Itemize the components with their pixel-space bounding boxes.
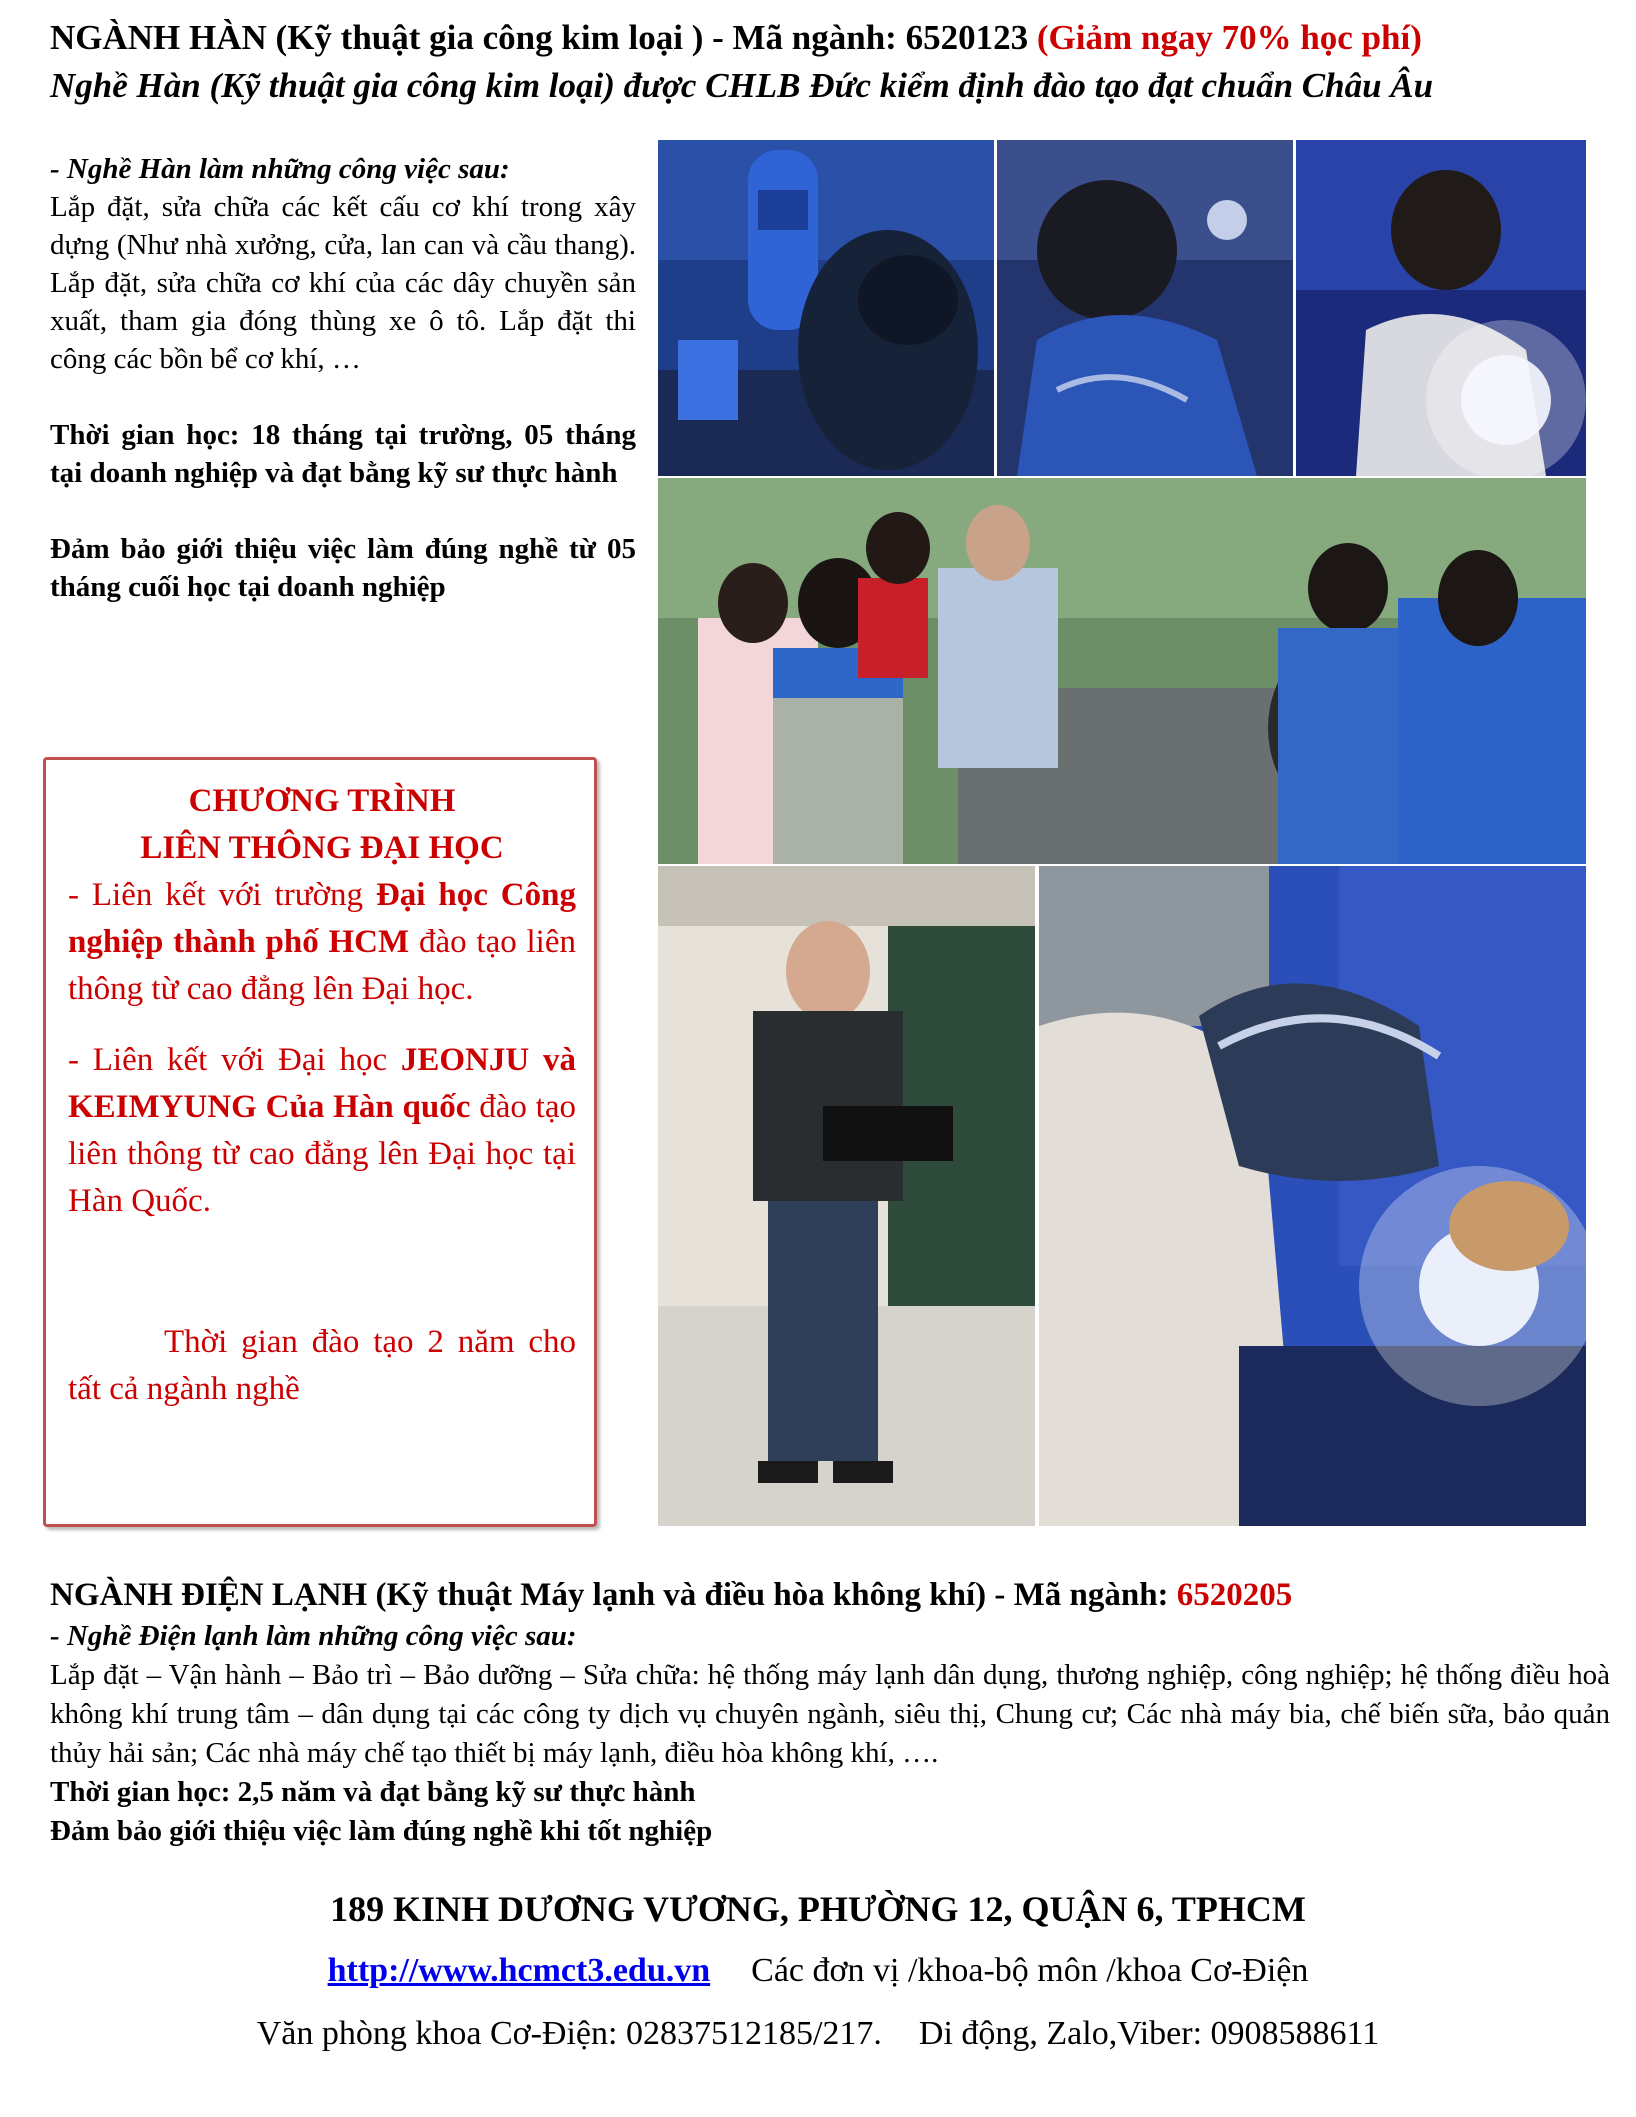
refrigeration-jobs-heading: - Nghề Điện lạnh làm những công việc sau:	[50, 1620, 577, 1652]
page-title	[50, 18, 1610, 58]
welder-co2-station-photo	[658, 140, 994, 476]
instructor-with-students-photo	[658, 478, 1586, 864]
program-title-line2: LIÊN THÔNG ĐẠI HỌC	[140, 830, 504, 866]
refrigeration-duration: Thời gian học: 2,5 năm và đạt bằng kỹ sư thực hành	[50, 1776, 696, 1808]
refrigeration-title-main: NGÀNH ĐIỆN LẠNH (Kỹ thuật Máy lạnh và điều hòa không khí) - Mã ngành:	[50, 1577, 1177, 1613]
refrigeration-guarantee: Đảm bảo giới thiệu việc làm đúng nghề khi tốt nghiệp	[50, 1815, 713, 1847]
program-item-1-suffix: đào tạo liên thông từ cao đẳng lên Đại học.	[68, 924, 577, 1007]
website-link[interactable]: http://www.hcmct3.edu.vn	[327, 1952, 711, 1989]
welding-jobs-text: Lắp đặt, sửa chữa các kết cấu cơ khí trong xây dựng (Như nhà xưởng, cửa, lan can và cầu thang). Lắp đặt, sửa chữa cơ khí của các dây chuyền sản xuất, tham gia đóng thùng xe ô tô. Lắp đặt thi công các bồn bể cơ khí, …	[50, 191, 636, 375]
office-phone: Văn phòng khoa Cơ-Điện: 02837512185/217.	[256, 2015, 882, 2052]
website-line	[0, 1952, 1636, 1990]
program-item-1-school: Đại học Công nghiệp thành phố HCM	[68, 877, 576, 960]
contact-line	[0, 2015, 1636, 2053]
discount-label: (Giảm ngay 70% học phí)	[1036, 18, 1422, 57]
welding-jobs-heading: - Nghề Hàn làm những công việc sau:	[50, 153, 510, 185]
school-address: 189 KINH DƯƠNG VƯƠNG, PHƯỜNG 12, QUẬN 6, TPHCM	[330, 1889, 1306, 1929]
welding-guarantee: Đảm bảo giới thiệu việc làm đúng nghề từ 05 tháng cuối học tại doanh nghiệp	[50, 533, 636, 603]
refrigeration-title	[50, 1573, 1610, 1617]
refrigeration-jobs-text: Lắp đặt – Vận hành – Bảo trì – Bảo dưỡng – Sửa chữa: hệ thống máy lạnh dân dụng, thương nghiệp, công nghiệp; hệ thống điều hoà không khí trung tâm – dân dụng tại các công ty dịch vụ chuyên ngành, siêu thị, Chung cư; Các nhà máy bia, chế biến sữa, bảo quản thủy hải sản; Các nhà máy chế tạo thiết bị máy lạnh, điều hòa không khí, ….	[50, 1659, 1610, 1769]
program-duration-note: Thời gian đào tạo 2 năm cho tất cả ngành nghề	[68, 1324, 576, 1407]
program-item-2-suffix: đào tạo liên thông từ cao đẳng lên Đại học tại Hàn Quốc.	[68, 1089, 576, 1219]
department-label: Các đơn vị /khoa-bộ môn /khoa Cơ-Điện	[751, 1952, 1309, 1989]
mobile-phone: Di động, Zalo,Viber: 0908588611	[918, 2015, 1380, 2052]
welding-sparks-photo	[1296, 140, 1586, 476]
welder-with-mask-photo	[1039, 866, 1586, 1526]
refrigeration-section	[50, 1573, 1610, 1851]
program-item-2	[68, 1037, 576, 1225]
program-item-2-school: JEONJU và KEIMYUNG Của Hàn quốc	[68, 1042, 576, 1125]
program-item-2-prefix: - Liên kết với Đại học	[68, 1042, 401, 1078]
welding-description	[50, 150, 636, 606]
title-main: NGÀNH HÀN (Kỹ thuật gia công kim loại ) - Mã ngành: 6520123	[50, 18, 1029, 57]
program-title-line1: CHƯƠNG TRÌNH	[188, 783, 456, 819]
program-item-1-prefix: - Liên kết với trường	[68, 877, 376, 913]
student-welding-back-photo	[997, 140, 1293, 476]
refrigeration-code: 6520205	[1176, 1577, 1293, 1613]
instructor-reading-folder-photo	[658, 866, 1035, 1526]
welding-duration: Thời gian học: 18 tháng tại trường, 05 tháng tại doanh nghiệp và đạt bằng kỹ sư thực hành	[50, 419, 636, 489]
program-box	[43, 757, 597, 1527]
page-subtitle: Nghề Hàn (Kỹ thuật gia công kim loại) được CHLB Đức kiểm định đào tạo đạt chuẩn Châu Âu	[50, 66, 1434, 105]
program-item-1	[68, 872, 576, 1013]
